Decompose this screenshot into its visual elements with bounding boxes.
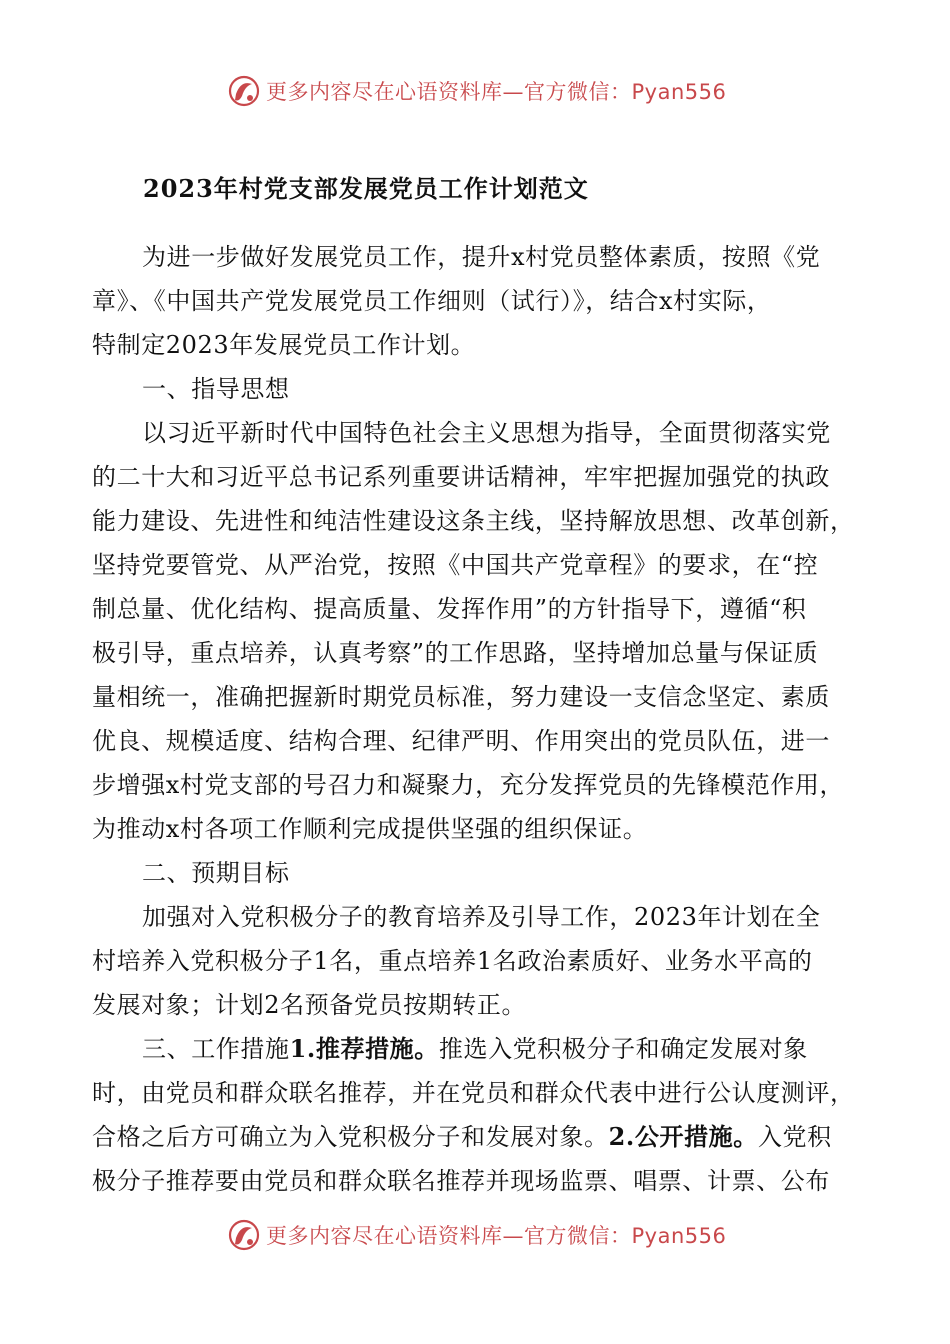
body-line: 时，由党员和群众联名推荐，并在党员和群众代表中进行公认度测评， xyxy=(92,1079,855,1107)
wechat-contact: 官方微信：Pyan556 xyxy=(524,80,727,104)
body-line: 村培养入党积极分子1名，重点培养1名政治素质好、业务水平高的 xyxy=(92,947,813,975)
body-line: 发展对象；计划2名预备党员按期转正。 xyxy=(92,991,527,1019)
banner-slogan xyxy=(266,1222,726,1250)
body-line: 能力建设、先进性和纯洁性建设这条主线，坚持解放思想、改革创新， xyxy=(92,507,855,535)
body-line: 加强对入党积极分子的教育培养及引导工作，2023年计划在全 xyxy=(142,903,821,931)
body-line: 的二十大和习近平总书记系列重要讲话精神，牢牢把握加强党的执政 xyxy=(92,463,830,491)
body-line: 章》、《中国共产党发展党员工作细则（试行）》，结合x村实际， xyxy=(92,287,772,315)
brand-logo-icon xyxy=(227,74,261,108)
body-line: 为进一步做好发展党员工作，提升x村党员整体素质，按照《党 xyxy=(142,243,821,271)
slogan-separator: — xyxy=(502,80,524,104)
wechat-contact: 官方微信：Pyan556 xyxy=(524,1224,727,1248)
measure-text: 推选入党积极分子和确定发展对象 xyxy=(438,1035,808,1063)
document-title: 2023年村党支部发展党员工作计划范文 xyxy=(143,174,589,203)
body-line: 制总量、优化结构、提高质量、发挥作用”的方针指导下，遵循“积 xyxy=(92,595,807,623)
body-line: 步增强x村党支部的号召力和凝聚力，充分发挥党员的先锋模范作用， xyxy=(92,771,845,799)
body-line: 以习近平新时代中国特色社会主义思想为指导，全面贯彻落实党 xyxy=(142,419,831,447)
section-heading: 一、指导思想 xyxy=(142,375,290,403)
body-line: 为推动x村各项工作顺利完成提供坚强的组织保证。 xyxy=(92,815,648,843)
measures-line xyxy=(92,1120,832,1154)
footer-banner xyxy=(0,1216,950,1256)
brand-logo-icon xyxy=(227,1218,261,1252)
section-heading: 二、预期目标 xyxy=(142,859,290,887)
measure-text: 合格之后方可确立为入党积极分子和发展对象。 xyxy=(92,1123,609,1151)
body-line: 坚持党要管党、从严治党，按照《中国共产党章程》的要求，在“控 xyxy=(92,551,819,579)
banner-slogan xyxy=(266,78,726,106)
measure-text: 入党积 xyxy=(757,1123,832,1151)
measures-line xyxy=(142,1032,808,1066)
header-banner xyxy=(0,72,950,112)
slogan-text: 更多内容尽在心语资料库 xyxy=(266,1224,503,1248)
measure-heading: 1.推荐措施。 xyxy=(289,1034,439,1063)
section-heading: 三、工作措施 xyxy=(142,1035,290,1063)
slogan-text: 更多内容尽在心语资料库 xyxy=(266,80,503,104)
body-line: 极引导，重点培养，认真考察”的工作思路，坚持增加总量与保证质 xyxy=(92,639,819,667)
body-line: 特制定2023年发展党员工作计划。 xyxy=(92,331,476,359)
slogan-separator: — xyxy=(502,1224,524,1248)
body-line: 量相统一，准确把握新时期党员标准，努力建设一支信念坚定、素质 xyxy=(92,683,830,711)
body-line: 优良、规模适度、结构合理、纪律严明、作用突出的党员队伍，进一 xyxy=(92,727,830,755)
measure-heading: 2.公开措施。 xyxy=(608,1122,758,1151)
body-line: 极分子推荐要由党员和群众联名推荐并现场监票、唱票、计票、公布 xyxy=(92,1167,830,1195)
